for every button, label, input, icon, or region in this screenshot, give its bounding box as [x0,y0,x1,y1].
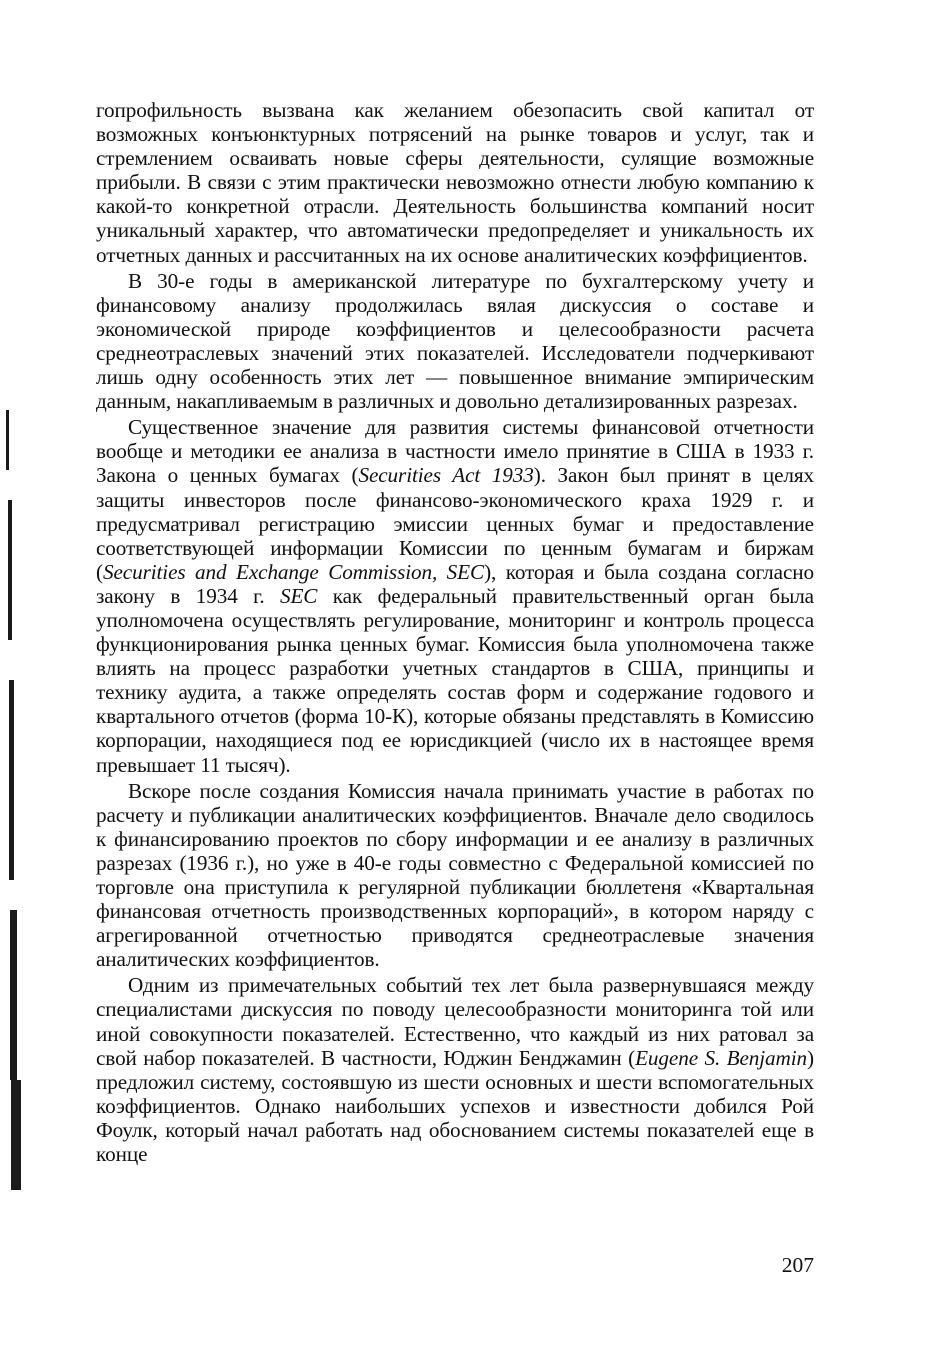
paragraph [96,973,814,1166]
paragraph [96,415,814,776]
text-run: ). Закон был принят в целях защиты инвесторов после финансово-экономического краха 1929 г. и предусматривал регистрацию эмиссии ценных бумаг и предоставление соответствующей информации Комиссии по ценным бумагам и биржам ( [96,463,814,584]
paragraph [96,779,814,972]
book-page [96,98,814,1168]
text-run: Существенное значение для развития системы финансовой отчетности вообще и методики ее анализа в частности имело принятие в США в 1933 г. Закона о ценных бумагах ( [96,415,814,488]
scan-binding-edge [0,390,26,1210]
italic-text: Securities Act 1933 [358,463,534,488]
text-run: Вскоре после создания Комиссия начала принимать участие в работах по расчету и публикации аналитических коэффициентов. Вначале дело сводилось к финансированию проектов по сбору информации и ее анализу в различных разрезах (1936 г.), но уже в 40-е годы совместно с Федеральной комиссией по торговле она приступила к регулярной публикации бюллетеня «Квартальная финансовая отчетность производственных корпораций», в котором наряду с агрегированной отчетностью приводятся среднеотраслевые значения аналитических коэффициентов. [96,778,814,972]
italic-text: Securities and Exchange Commission, SEC [102,559,485,584]
text-run: ), которая и была создана согласно закону в 1934 г. [96,559,814,608]
text-run: Одним из примечательных событий тех лет была развернувшаяся между специалистами дискуссия по поводу целесообразности мониторинга той или иной совокупности показателей. Естественно, что каждый из них ратовал за свой набор показателей. В частности, Юджин Бенджамин ( [96,973,814,1070]
paragraph [96,269,814,414]
text-run: гопрофильность вызвана как желанием обезопасить свой капитал от возможных конъюнктурных потрясений на рынке товаров и услуг, так и стремлением осваивать новые сферы деятельности, сулящие возможные прибыли. В связи с этим практически невозможно отнести любую компанию к какой-то конкретной отрасли. Деятельность большинства компаний носит уникальный характер, что автоматически предопределяет и уникальность их отчетных данных и рассчитанных на их основе аналитических коэффициентов. [96,98,814,267]
paragraph [96,98,814,267]
italic-text: Eugene S. Benjamin [635,1045,808,1070]
italic-text: SEC [279,583,318,608]
text-run: ) предложил систему, состоявшую из шести основных и шести вспомогательных коэффициентов. Однако наибольших успехов и известности добился Рой Фоулк, который начал работать над обоснованием системы показателей еще в конце [96,1045,814,1167]
text-run: как федеральный правительственный орган была уполномочена осуществлять регулирование, мониторинг и контроль процесса функционирования рынка ценных бумаг. Комиссия была уполномочена также влиять на процесс разработки учетных стандартов в США, принципы и технику аудита, а также определять состав форм и содержание годового и квартального отчетов (форма 10-К), которые обязаны представлять в Комиссию корпорации, находящиеся под ее юрисдикцией (число их в настоящее время превышает 11 тысяч). [96,583,814,777]
page-number: 207 [781,1253,814,1277]
text-run: В 30-е годы в американской литературе по бухгалтерскому учету и финансовому анализу продолжилась вялая дискуссия о составе и экономической природе коэффициентов и целесообразности расчета среднеотраслевых значений этих показателей. Исследователи подчеркивают лишь одну особенность этих лет — повышенное внимание эмпирическим данным, накапливаемым в различных и довольно детализированных разрезах. [96,268,814,414]
